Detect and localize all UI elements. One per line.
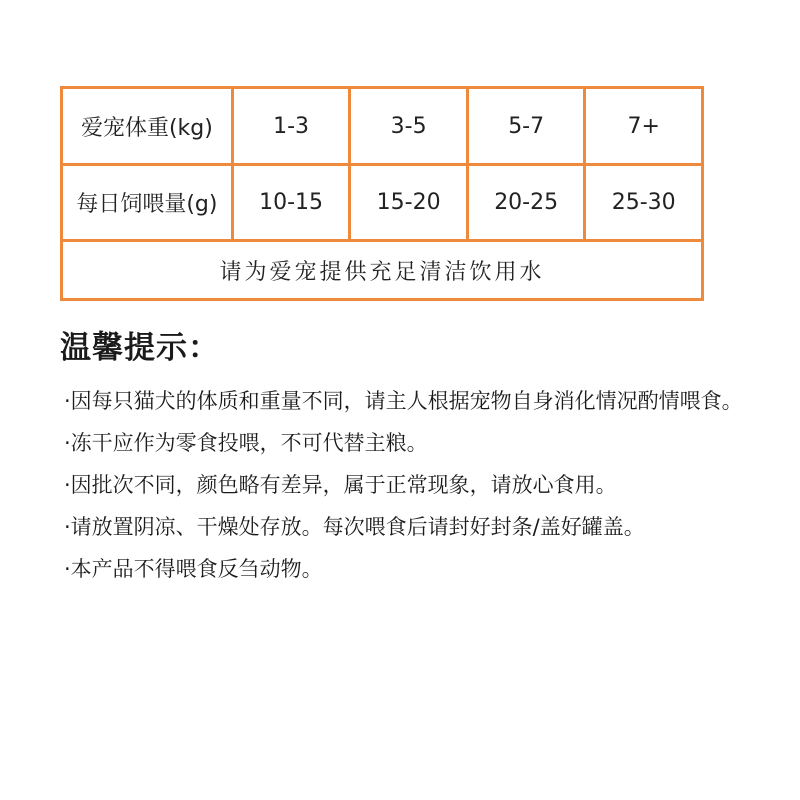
tip-item-5: ·本产品不得喂食反刍动物。: [64, 557, 323, 581]
tip-item-1: ·因每只猫犬的体质和重量不同，请主人根据宠物自身消化情况酌情喂食。: [64, 389, 743, 413]
tips-list: [64, 380, 744, 590]
weight-label-cell: 爱宠体重(kg): [62, 88, 233, 165]
water-note-cell: 请为爱宠提供充足清洁饮用水: [62, 241, 703, 300]
weight-cell-4: 7+: [585, 88, 703, 165]
weight-cell-3: 5-7: [467, 88, 585, 165]
tip-item-3: ·因批次不同，颜色略有差异，属于正常现象，请放心食用。: [64, 473, 617, 497]
feed-cell-4: 25-30: [585, 165, 703, 241]
feed-cell-1: 10-15: [232, 165, 350, 241]
water-note-row: [62, 241, 703, 300]
weight-cell-1: 1-3: [232, 88, 350, 165]
feed-label-cell: 每日饲喂量(g): [62, 165, 233, 241]
feed-cell-2: 15-20: [350, 165, 468, 241]
tips-title: 温馨提示：: [60, 330, 220, 366]
tip-item-2: ·冻干应作为零食投喂，不可代替主粮。: [64, 431, 428, 455]
feed-cell-3: 20-25: [467, 165, 585, 241]
feed-row: [62, 165, 703, 241]
feeding-table: [60, 86, 704, 301]
weight-row: [62, 88, 703, 165]
weight-cell-2: 3-5: [350, 88, 468, 165]
tip-item-4: ·请放置阴凉、干燥处存放。每次喂食后请封好封条/盖好罐盖。: [64, 515, 645, 539]
